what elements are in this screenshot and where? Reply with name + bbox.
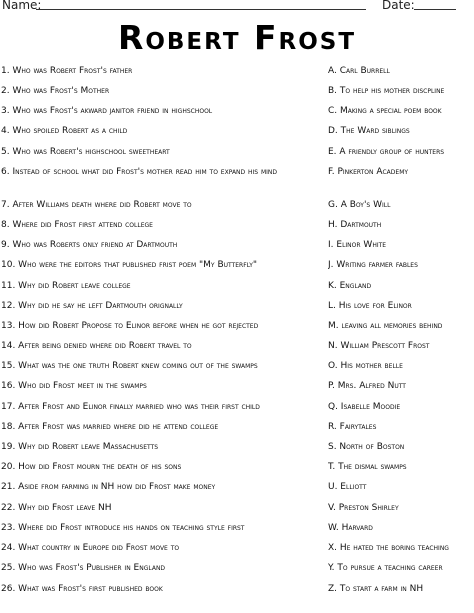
question-text: 9. Who was Roberts only friend at Dartmouth bbox=[1, 240, 178, 250]
answer-option: P. Mrs. Alfred Nutt bbox=[328, 381, 406, 391]
question-text: 4. Who spoiled Robert as a child bbox=[1, 126, 128, 136]
question-text: 16. Who did Frost meet in the swamps bbox=[1, 381, 147, 391]
answer-option: D. The Ward siblings bbox=[328, 126, 410, 136]
question-text: 15. What was the one truth Robert knew coming out of the swamps bbox=[1, 361, 258, 371]
question-text: 3. Who was Frost's akward janitor friend in highschool bbox=[1, 106, 213, 116]
answer-option: B. To help his mother discpline bbox=[328, 86, 445, 96]
answer-option: E. A friendly group of hunters bbox=[328, 147, 445, 157]
answer-option: I. Elinor White bbox=[328, 240, 387, 250]
answer-option: A. Carl Burrell bbox=[328, 66, 390, 76]
answer-option: Z. To start a farm in NH bbox=[328, 584, 424, 594]
answer-option: G. A Boy's Will bbox=[328, 200, 391, 210]
question-text: 8. Where did Frost first attend college bbox=[1, 220, 153, 230]
answer-option: S. North of Boston bbox=[328, 442, 405, 452]
question-text: 17. After Frost and Elinor finally married who was their first child bbox=[1, 402, 260, 412]
answer-option: Y. To pursue a teaching career bbox=[328, 563, 443, 573]
date-blank-line bbox=[414, 9, 456, 10]
answer-option: X. He hated the boring teaching bbox=[328, 543, 449, 553]
answer-option: O. His mother belle bbox=[328, 361, 403, 371]
answer-option: N. William Prescott Frost bbox=[328, 341, 430, 351]
question-text: 10. Who were the editors that published frist poem "My Butterfly" bbox=[1, 260, 257, 270]
answer-option: J. Writing farmer fables bbox=[328, 260, 418, 270]
question-text: 22. Why did Frost leave NH bbox=[1, 503, 112, 513]
question-text: 26. What was Frost's first published book bbox=[1, 584, 163, 594]
answer-option: H. Dartmouth bbox=[328, 220, 382, 230]
question-text: 12. Why did he say he left Dartmouth orignally bbox=[1, 301, 183, 311]
question-text: 14. After being denied where did Robert travel to bbox=[1, 341, 192, 351]
answer-option: K. England bbox=[328, 281, 372, 291]
answer-option: V. Preston Shirley bbox=[328, 503, 399, 513]
answer-option: W. Harvard bbox=[328, 523, 373, 533]
question-text: 7. After Williams death where did Robert move to bbox=[1, 200, 192, 210]
name-label: Name: bbox=[2, 0, 42, 12]
answer-option: U. Elliott bbox=[328, 482, 367, 492]
answer-option: L. His love for Elinor bbox=[328, 301, 412, 311]
question-text: 2. Who was Frost's Mother bbox=[1, 86, 110, 96]
question-text: 21. Aside from farming in NH how did Frost make money bbox=[1, 482, 216, 492]
question-text: 1. Who was Robert Frost's father bbox=[1, 66, 133, 76]
question-text: 25. Who was Frost's Publisher in England bbox=[1, 563, 166, 573]
worksheet-title: Robert Frost bbox=[117, 18, 357, 57]
question-text: 23. Where did Frost introduce his hands on teaching style first bbox=[1, 523, 245, 533]
date-label: Date: bbox=[382, 0, 415, 12]
question-text: 5. Who was Robert's highschool sweetheart bbox=[1, 147, 170, 157]
answer-option: T. The dismal swamps bbox=[328, 462, 407, 472]
question-text: 6. Instead of school what did Frost's mother read him to expand his mind bbox=[1, 167, 278, 177]
answer-option: C. Making a special poem book bbox=[328, 106, 442, 116]
question-text: 13. How did Robert Propose to Elinor before when he got rejected bbox=[1, 321, 259, 331]
question-text: 11. Why did Robert leave college bbox=[1, 281, 131, 291]
worksheet-header bbox=[0, 0, 474, 14]
answer-option: Q. Isabelle Moodie bbox=[328, 402, 401, 412]
name-blank-line bbox=[36, 9, 366, 10]
question-text: 18. After Frost was married where did he attend college bbox=[1, 422, 219, 432]
answer-option: R. Fairytales bbox=[328, 422, 377, 432]
answer-option: F. Pinkerton Academy bbox=[328, 167, 409, 177]
question-text: 20. How did Frost mourn the death of his sons bbox=[1, 462, 182, 472]
question-text: 19. Why did Robert leave Massachusetts bbox=[1, 442, 159, 452]
question-text: 24. What country in Europe did Frost move to bbox=[1, 543, 180, 553]
answer-option: M. leaving all memories behind bbox=[328, 321, 443, 331]
